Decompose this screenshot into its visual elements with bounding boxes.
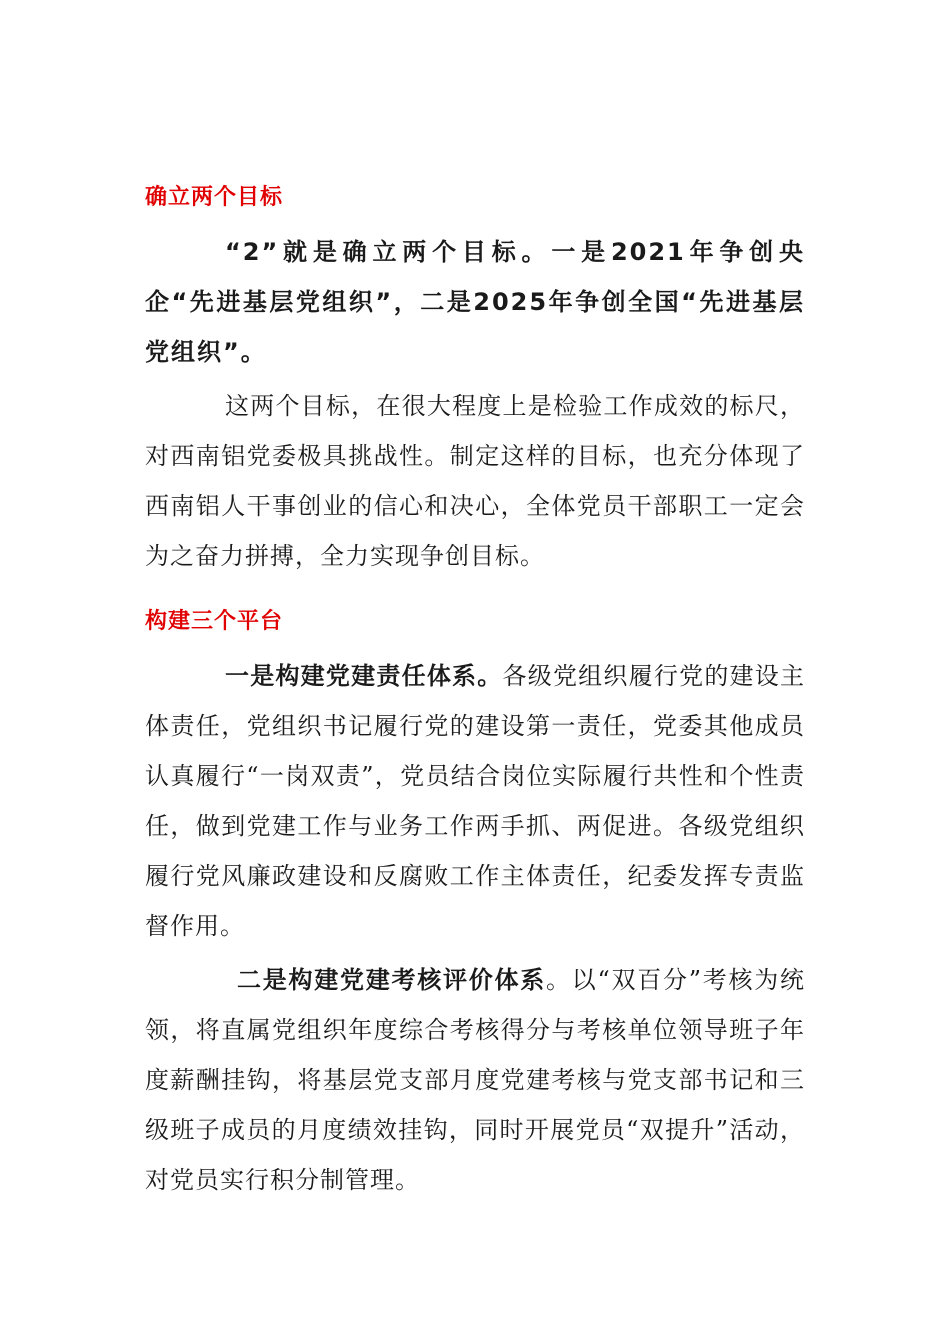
paragraph-goals-definition: “2”就是确立两个目标。一是2021年争创央企“先进基层党组织”，二是2025年争创全国“先进基层党组织”。 bbox=[145, 238, 805, 366]
section-heading-goals: 确立两个目标 bbox=[145, 185, 284, 210]
paragraph-body-responsibility: 各级党组织履行党的建设主体责任，党组织书记履行党的建设第一责任，党委其他成员认真履行“一岗双责”，党员结合岗位实际履行共性和个性责任，做到党建工作与业务工作两手抓、两促进。各级党组织履行党风廉政建设和反腐败工作主体责任，纪委发挥专责监督作用。 bbox=[145, 662, 805, 940]
document-content bbox=[145, 183, 805, 1205]
paragraph-lead-responsibility: 一是构建党建责任体系。 bbox=[225, 662, 503, 690]
section-heading-platforms: 构建三个平台 bbox=[145, 609, 284, 634]
paragraph-responsibility-system bbox=[145, 651, 805, 951]
paragraph-evaluation-system bbox=[145, 955, 805, 1205]
paragraph-goals-explanation: 这两个目标，在很大程度上是检验工作成效的标尺，对西南铝党委极具挑战性。制定这样的目标，也充分体现了西南铝人干事创业的信心和决心，全体党员干部职工一定会为之奋力拼搏，全力实现争创目标。 bbox=[145, 392, 805, 570]
paragraph-body-evaluation: 。以“双百分”考核为统领，将直属党组织年度综合考核得分与考核单位领导班子年度薪酬挂钩，将基层党支部月度党建考核与党支部书记和三级班子成员的月度绩效挂钩，同时开展党员“双提升”活动，对党员实行积分制管理。 bbox=[145, 966, 806, 1194]
paragraph-lead-evaluation: 二是构建党建考核评价体系 bbox=[237, 966, 546, 994]
